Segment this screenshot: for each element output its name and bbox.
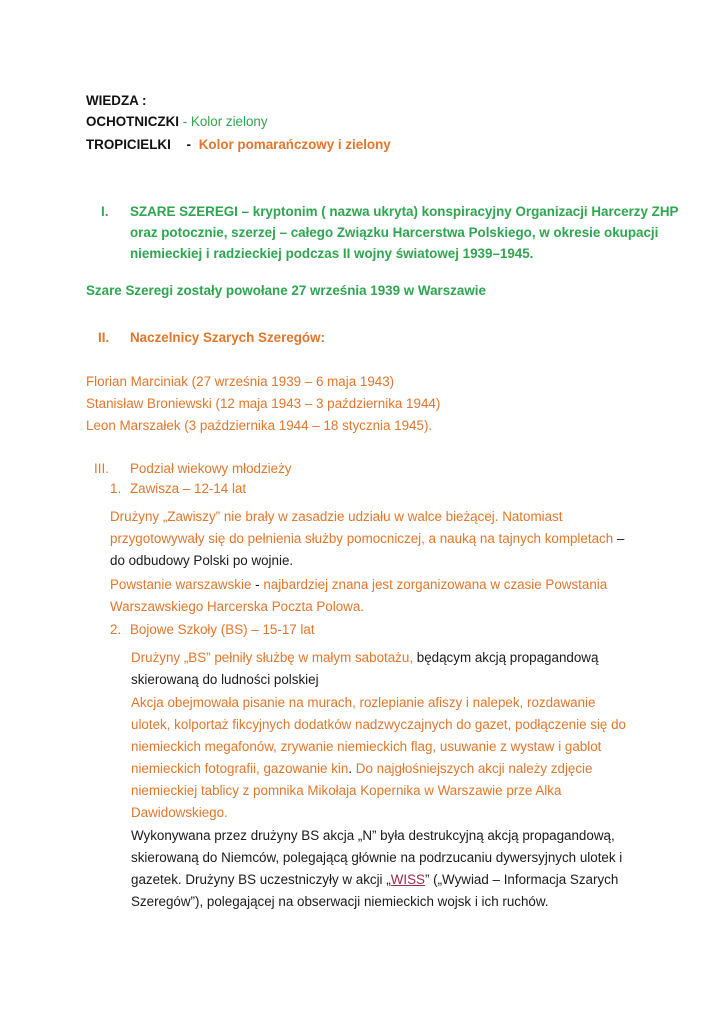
section-1-definition xyxy=(130,201,678,264)
group-1-number: 1. xyxy=(110,481,122,496)
section-3-title: Podział wiekowy młodzieży xyxy=(130,461,292,476)
dash-mark: - xyxy=(251,577,264,592)
paragraph-line: gazetek. Drużyny BS uczestniczyły w akcji „WISS” („Wywiad – Informacja Szarych xyxy=(131,872,619,887)
paragraph-line: niemieckich fotografii, gazowanie kin. Do najgłośniejszych akcji należy zdjęcie xyxy=(131,761,593,776)
leader-item: Leon Marszałek (3 października 1944 – 18 stycznia 1945). xyxy=(86,418,433,433)
wiss-link[interactable]: WISS xyxy=(390,872,425,887)
tropicielki-label: TROPICIELKI xyxy=(86,137,171,152)
leaders-list xyxy=(86,371,440,437)
paragraph-line: Szeregów”), polegającej na obserwacji niemieckich wojsk i ich ruchów. xyxy=(131,894,549,909)
section-2-number: II. xyxy=(98,330,110,345)
paragraph-line: Wykonywana przez drużyny BS akcja „N” była destrukcyjną akcją propagandową, xyxy=(131,828,615,843)
group-1-paragraph-2 xyxy=(110,574,607,618)
tropicielki-dash: - xyxy=(186,137,192,152)
knowledge-heading: WIEDZA : xyxy=(86,93,147,108)
ochotniczki-label: OCHOTNICZKI xyxy=(86,114,179,129)
paragraph-line: do odbudowy Polski po wojnie. xyxy=(110,553,294,568)
group-2-paragraph-1 xyxy=(131,647,598,691)
paragraph-line: Warszawskiego Harcerska Poczta Polowa. xyxy=(110,599,365,614)
paragraph-line: Drużyny „BS” pełniły służbę w małym sabotażu, będącym akcją propagandową xyxy=(131,650,599,665)
tropicielki-line xyxy=(86,137,391,152)
paragraph-line: skierowaną do Niemców, polegającą głównie na podrzucaniu dywersyjnych ulotek i xyxy=(131,850,623,865)
section-1-line: oraz potocznie, szerzej – całego Związku Harcerstwa Polskiego, w okresie okupacji xyxy=(130,225,659,240)
paragraph-line: Powstanie warszawskie - najbardziej znana jest zorganizowana w czasie Powstania xyxy=(110,577,608,592)
leader-item: Stanisław Broniewski (12 maja 1943 – 3 października 1944) xyxy=(86,396,441,411)
uprising-term: Powstanie warszawskie xyxy=(110,577,252,592)
paragraph-line: niemieckiej tablicy z pomnika Mikołaja Kopernika w Warszawie prze Alka xyxy=(131,783,562,798)
paragraph-line: Akcja obejmowała pisanie na murach, rozlepianie afiszy i nalepek, rozdawanie xyxy=(131,695,596,710)
group-2-number: 2. xyxy=(110,622,122,637)
paragraph-line: Drużyny „Zawiszy” nie brały w zasadzie udziału w walce bieżącej. Natomiast xyxy=(110,509,563,524)
section-1-line: SZARE SZEREGI – kryptonim ( nazwa ukryta) konspiracyjny Organizacji Harcerzy ZHP xyxy=(130,204,679,219)
group-1-paragraph-1 xyxy=(110,506,624,572)
group-2-paragraph-2 xyxy=(131,692,626,824)
paragraph-line: skierowaną do ludności polskiej xyxy=(131,672,319,687)
section-2-title: Naczelnicy Szarych Szeregów: xyxy=(130,330,325,345)
tropicielki-color: Kolor pomarańczowy i zielony xyxy=(198,137,391,152)
section-3-number: III. xyxy=(94,461,109,476)
group-2-title: Bojowe Szkoły (BS) – 15-17 lat xyxy=(130,622,315,637)
section-1-line: niemieckiej i radzieckiej podczas II wojny światowej 1939–1945. xyxy=(130,246,534,261)
ochotniczki-color: - Kolor zielony xyxy=(182,114,268,129)
group-1-title: Zawisza – 12-14 lat xyxy=(130,481,247,496)
paragraph-line: niemieckich megafonów, zrywanie niemieckich flag, usuwanie z wystaw i gablot xyxy=(131,739,602,754)
founding-date: Szare Szeregi zostały powołane 27 września 1939 w Warszawie xyxy=(86,283,486,298)
leader-item: Florian Marciniak (27 września 1939 – 6 maja 1943) xyxy=(86,374,395,389)
paragraph-line: przygotowywały się do pełnienia służby pomocniczej, a nauką na tajnych kompletach – xyxy=(110,531,625,546)
paragraph-line: Dawidowskiego. xyxy=(131,805,228,820)
group-2-paragraph-3 xyxy=(131,825,622,913)
paragraph-line: ulotek, kolportaż fikcyjnych dodatków nadzwyczajnych do gazet, podłączenie się do xyxy=(131,717,626,732)
dash-mark: – xyxy=(613,531,625,546)
ochotniczki-line xyxy=(86,114,268,129)
section-1-number: I. xyxy=(101,204,109,219)
